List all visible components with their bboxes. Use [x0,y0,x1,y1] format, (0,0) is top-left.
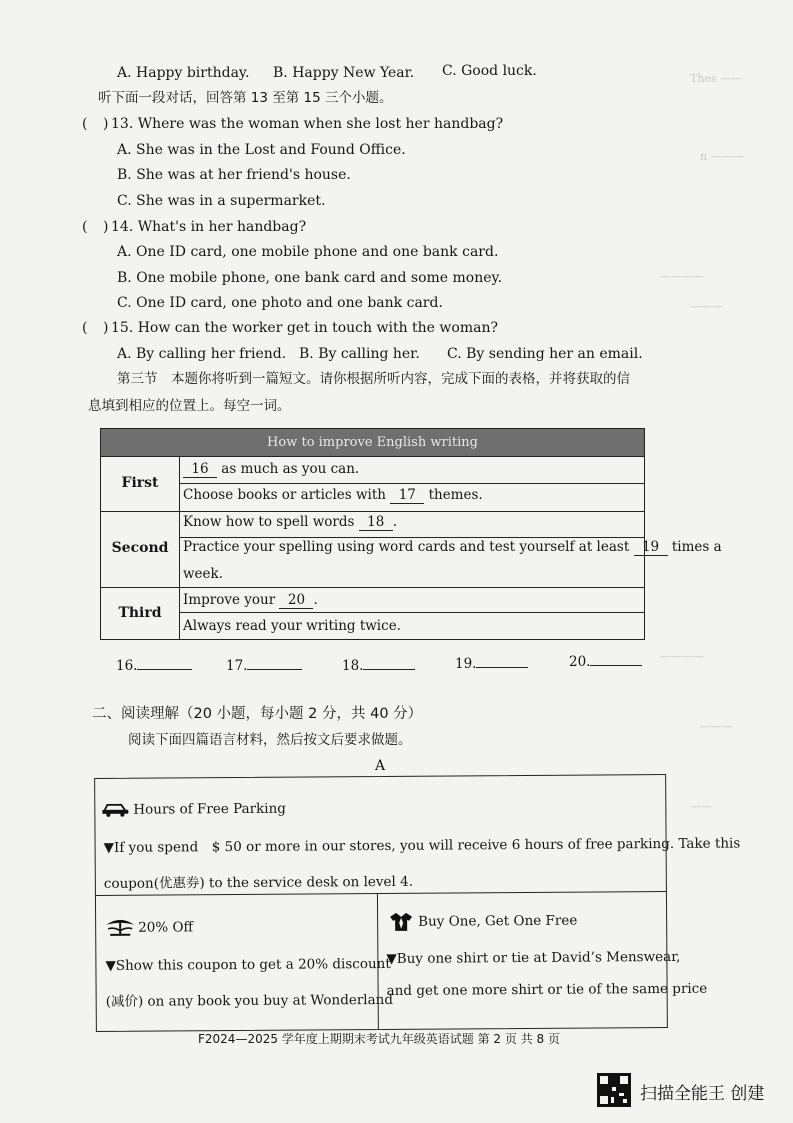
part2-heading: 二、阅读理解（20 小题，每小题 2 分，共 40 分） [92,706,423,722]
q14-option-a: A. One ID card, one mobile phone and one bank card. [117,244,499,260]
bogo-title: Buy One, Get One Free [418,912,578,930]
part2-instruction: 阅读下面四篇语言材料，然后按文后要求做题。 [128,732,412,748]
blank-17[interactable]: 17 [390,487,424,504]
section3-instruction-line1: 第三节 本题你将听到一篇短文。请你根据所听内容，完成下面的表格，并将获取的信 [117,371,630,387]
q14-question: 14. What's in her handbag? [111,219,307,235]
second-tip-2-cont: week. [183,566,224,582]
car-icon [101,801,129,821]
row-label-third: Third [118,605,162,621]
option-b-q12: B. Happy New Year. [273,65,415,81]
blank-18[interactable]: 18 [359,514,393,531]
parking-line2: coupon(优惠券) to the service desk on level 4. [103,873,414,892]
scanner-watermark: 扫描全能王 创建 [640,1084,765,1104]
bogo-line1: ▼Buy one shirt or tie at David’s Menswear, [386,948,681,967]
q13-paren-close[interactable]: ) [103,116,109,132]
q13-option-b: B. She was at her friend's house. [117,167,351,183]
answer-17[interactable]: 17. [226,658,302,674]
row-label-first: First [121,475,159,491]
q15-paren-close[interactable]: ) [103,320,109,336]
discount-line1: ▼Show this coupon to get a 20% discount [105,955,391,974]
q15-option-b: B. By calling her. [299,346,420,362]
blank-19[interactable]: 19 [634,539,668,556]
blank-16[interactable]: 16 [183,461,217,478]
q15-option-c: C. By sending her an email. [447,346,643,362]
answer-16[interactable]: 16. [116,658,192,674]
option-a-q12: A. Happy birthday. [117,65,250,81]
q15-paren-open: ( [82,320,88,336]
q13-paren-open: ( [82,116,88,132]
coupons-box [94,774,741,1032]
first-tip-1: 16 as much as you can. [183,461,359,478]
page-footer: F2024—2025 学年度上期期末考试九年级英语试题 第 2 页 共 8 页 [198,1032,560,1046]
third-tip-2: Always read your writing twice. [183,618,401,634]
passage-letter: A [375,758,386,774]
shirt-tie-icon [386,911,416,937]
answer-19[interactable]: 19. [455,656,528,672]
bogo-line2: and get one more shirt or tie of the same price [386,980,708,999]
q14-paren-close[interactable]: ) [103,219,109,235]
section3-instruction-line2: 息填到相应的位置上。每空一词。 [88,398,291,414]
q13-option-c: C. She was in a supermarket. [117,193,326,209]
option-c-q12: C. Good luck. [442,63,537,79]
answer-18[interactable]: 18. [342,658,415,674]
discount-title: 20% Off [138,919,194,936]
answer-20[interactable]: 20. [569,654,642,670]
blank-20[interactable]: 20 [279,592,313,609]
q13-question: 13. Where was the woman when she lost her handbag? [111,116,504,132]
parking-title: Hours of Free Parking [133,800,286,818]
q14-paren-open: ( [82,219,88,235]
q15-question: 15. How can the worker get in touch with the woman? [111,320,498,336]
row-label-second: Second [111,540,169,556]
discount-line2: (减价) on any book you buy at Wonderland [105,991,394,1010]
q14-option-c: C. One ID card, one photo and one bank card. [117,295,443,311]
instruction-13-15: 听下面一段对话，回答第 13 至第 15 三个小题。 [98,90,393,106]
q15-option-a: A. By calling her friend. [117,346,287,362]
first-tip-2: Choose books or articles with 17 themes. [183,487,483,503]
q13-option-a: A. She was in the Lost and Found Office. [117,142,406,158]
third-tip-1: Improve your 20 . [183,592,318,608]
second-tip-1: Know how to spell words 18 . [183,514,398,530]
second-tip-2: Practice your spelling using word cards and test yourself at least 19 times a [183,539,722,555]
qr-code-icon [597,1073,631,1107]
parking-line1: ▼If you spend $ 50 or more in our stores, you will receive 6 hours of free parking. Take this [103,835,741,856]
table-title: How to improve English writing [101,429,644,457]
writing-tips-table [100,428,722,640]
q14-option-b: B. One mobile phone, one bank card and some money. [117,270,503,286]
book-stack-icon [104,917,136,941]
